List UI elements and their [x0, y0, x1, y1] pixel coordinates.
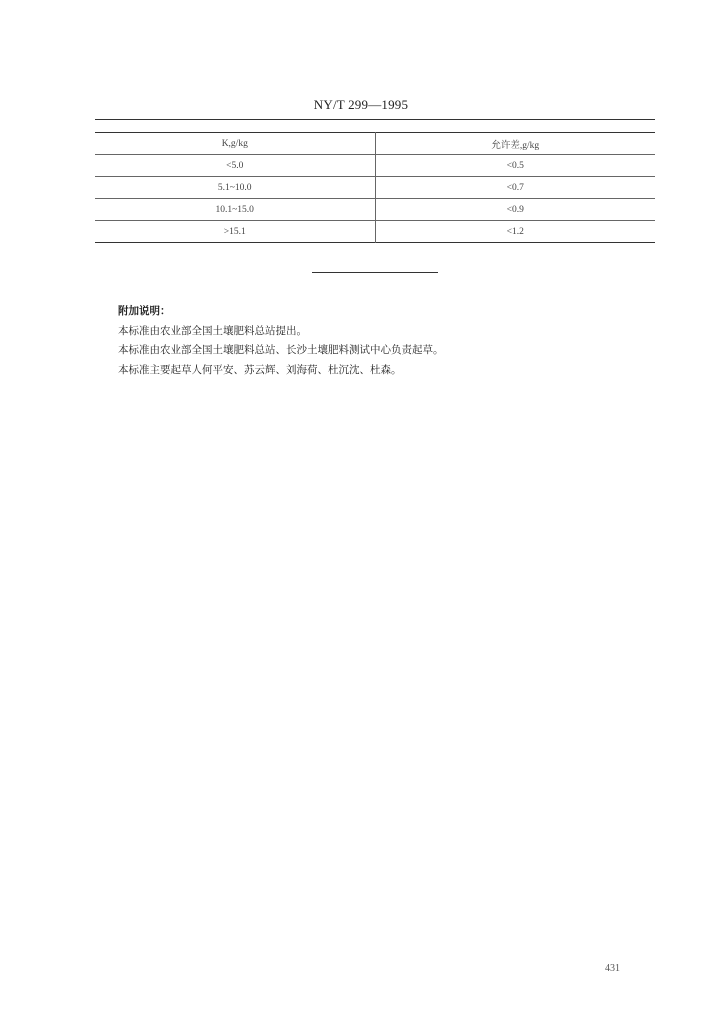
- notes-line: 本标准由农业部全国土壤肥料总站提出。: [118, 324, 307, 337]
- notes-title: 附加说明：: [118, 305, 171, 317]
- table-row: [95, 199, 655, 221]
- table-cell-tolerance: <0.7: [506, 182, 524, 193]
- page-number: 431: [605, 963, 620, 974]
- tolerance-table: [95, 132, 655, 243]
- table-cell-k: <5.0: [95, 155, 375, 177]
- column-header-k: K,g/kg: [95, 133, 375, 155]
- table-header-row: [95, 133, 655, 155]
- table-cell-k: >15.1: [95, 221, 375, 243]
- notes-line: 本标准由农业部全国土壤肥料总站、长沙土壤肥料测试中心负责起草。: [118, 344, 444, 356]
- table-cell-k: 5.1~10.0: [95, 177, 375, 199]
- tolerance-table-container: [95, 132, 655, 243]
- header-rule: [95, 119, 655, 120]
- table-row: [95, 221, 655, 243]
- standard-number-header: NY/T 299—1995: [313, 97, 409, 112]
- table-row: [95, 155, 655, 177]
- end-of-standard-rule: [312, 272, 438, 273]
- column-header-tolerance: 允许差,g/kg: [491, 140, 540, 151]
- table-cell-tolerance: <0.9: [506, 204, 524, 215]
- notes-line: 本标准主要起草人何平安、苏云辉、刘海荷、杜沉沈、杜森。: [118, 363, 402, 376]
- additional-notes: [118, 302, 444, 380]
- table-cell-k: 10.1~15.0: [95, 199, 375, 221]
- table-cell-tolerance: <1.2: [506, 226, 524, 237]
- table-row: [95, 177, 655, 199]
- table-cell-tolerance: <0.5: [506, 160, 524, 171]
